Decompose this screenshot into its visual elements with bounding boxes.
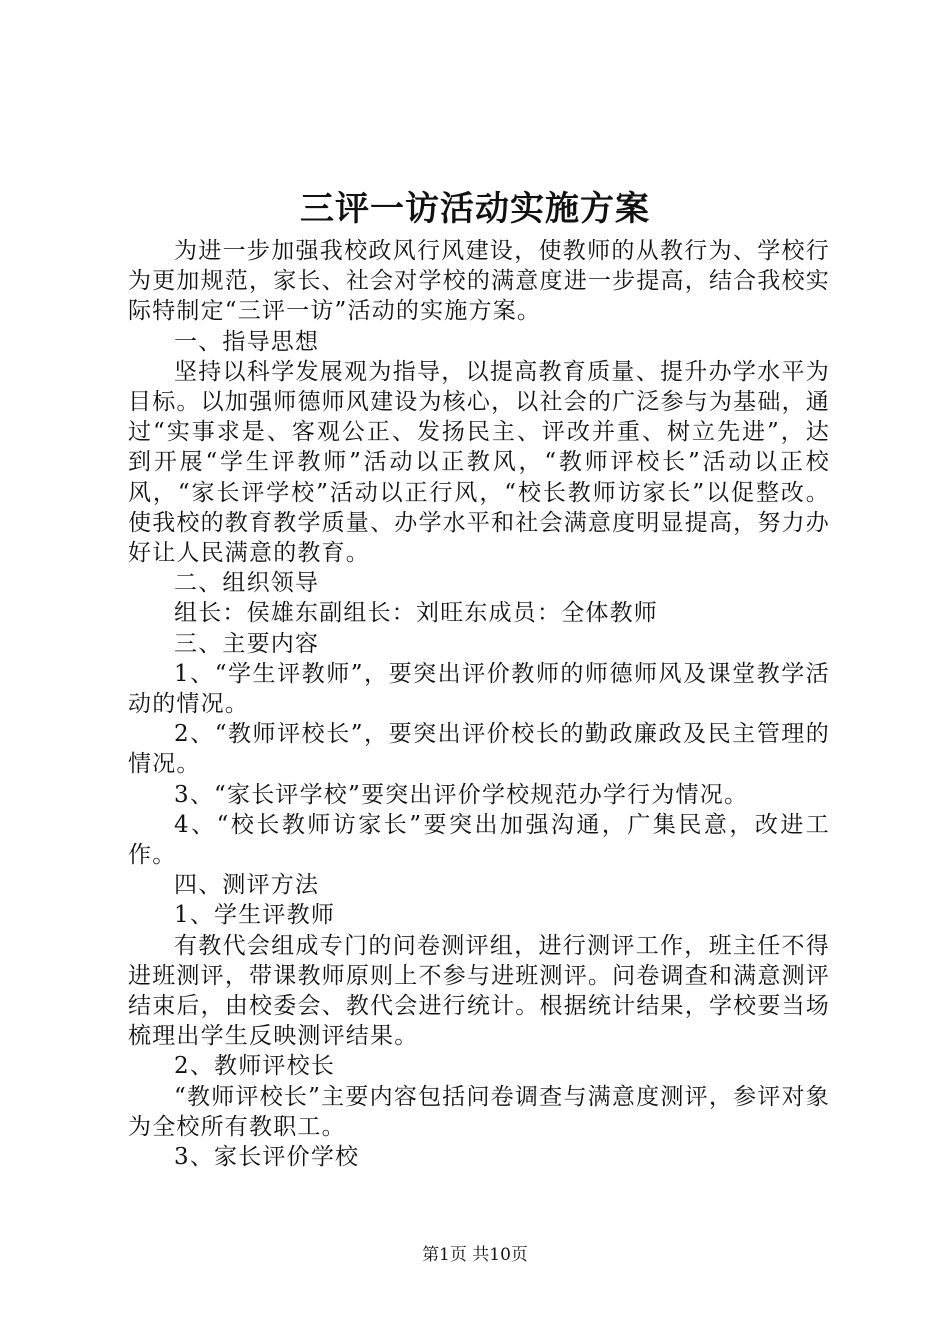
paragraph-students-evaluate-teachers: 有教代会组成专门的问卷测评组，进行测评工作，班主任不得进班测评，带课教师原则上不参与进班测评。问卷调查和满意测评结束后，由校委会、教代会进行统计。根据统计结果，学校要当场梳理出学生反映测评结果。 [128, 932, 830, 1050]
paragraph-teachers-evaluate-principal: “教师评校长”主要内容包括问卷调查与满意度测评，参评对象为全校所有教职工。 [128, 1083, 830, 1140]
section-heading-evaluation-method: 四、测评方法 [174, 872, 320, 899]
section-heading-guiding-ideology: 一、指导思想 [174, 328, 320, 355]
list-item-visit-parents: 4、“校长教师访家长”要突出加强沟通，广集民意，改进工作。 [128, 811, 830, 869]
paragraph-intro: 为进一步加强我校政风行风建设，使教师的从教行为、学校行为更加规范，家长、社会对学校的满意度进一步提高，结合我校实际特制定“三评一访”活动的实施方案。 [128, 238, 830, 325]
list-item-teachers-evaluate-principal: 2、“教师评校长”，要突出评价校长的勤政廉政及民主管理的情况。 [128, 721, 830, 778]
subheading-students-evaluate-teachers: 1、学生评教师 [174, 902, 336, 929]
document-body [128, 236, 830, 1172]
paragraph-guiding-ideology: 坚持以科学发展观为指导，以提高教育质量、提升办学水平为目标。以加强师德师风建设为核心，以社会的广泛参与为基础，通过“实事求是、客观公正、发扬民主、评改并重、树立先进”，达到开展“学生评教师”活动以正教风，“教师评校长”活动以正校风，“家长评学校”活动以正行风，“校长教师访家长”以促整改。使我校的教育教学质量、办学水平和社会满意度明显提高，努力办好让人民满意的教育。 [128, 358, 830, 567]
page-number-footer: 第1页 共10页 [422, 1245, 528, 1265]
document-title: 三评一访活动实施方案 [300, 189, 650, 229]
subheading-parents-evaluate-school: 3、家长评价学校 [174, 1144, 360, 1171]
section-heading-main-content: 三、主要内容 [174, 630, 320, 657]
section-heading-organization: 二、组织领导 [174, 570, 320, 597]
subheading-teachers-evaluate-principal: 2、教师评校长 [174, 1053, 336, 1080]
list-item-students-evaluate-teachers: 1、“学生评教师”，要突出评价教师的师德师风及课堂教学活动的情况。 [128, 660, 830, 718]
paragraph-organization-members: 组长：侯雄东副组长：刘旺东成员：全体教师 [174, 600, 658, 627]
list-item-parents-evaluate-school: 3、“家长评学校”要突出评价学校规范办学行为情况。 [174, 781, 749, 808]
